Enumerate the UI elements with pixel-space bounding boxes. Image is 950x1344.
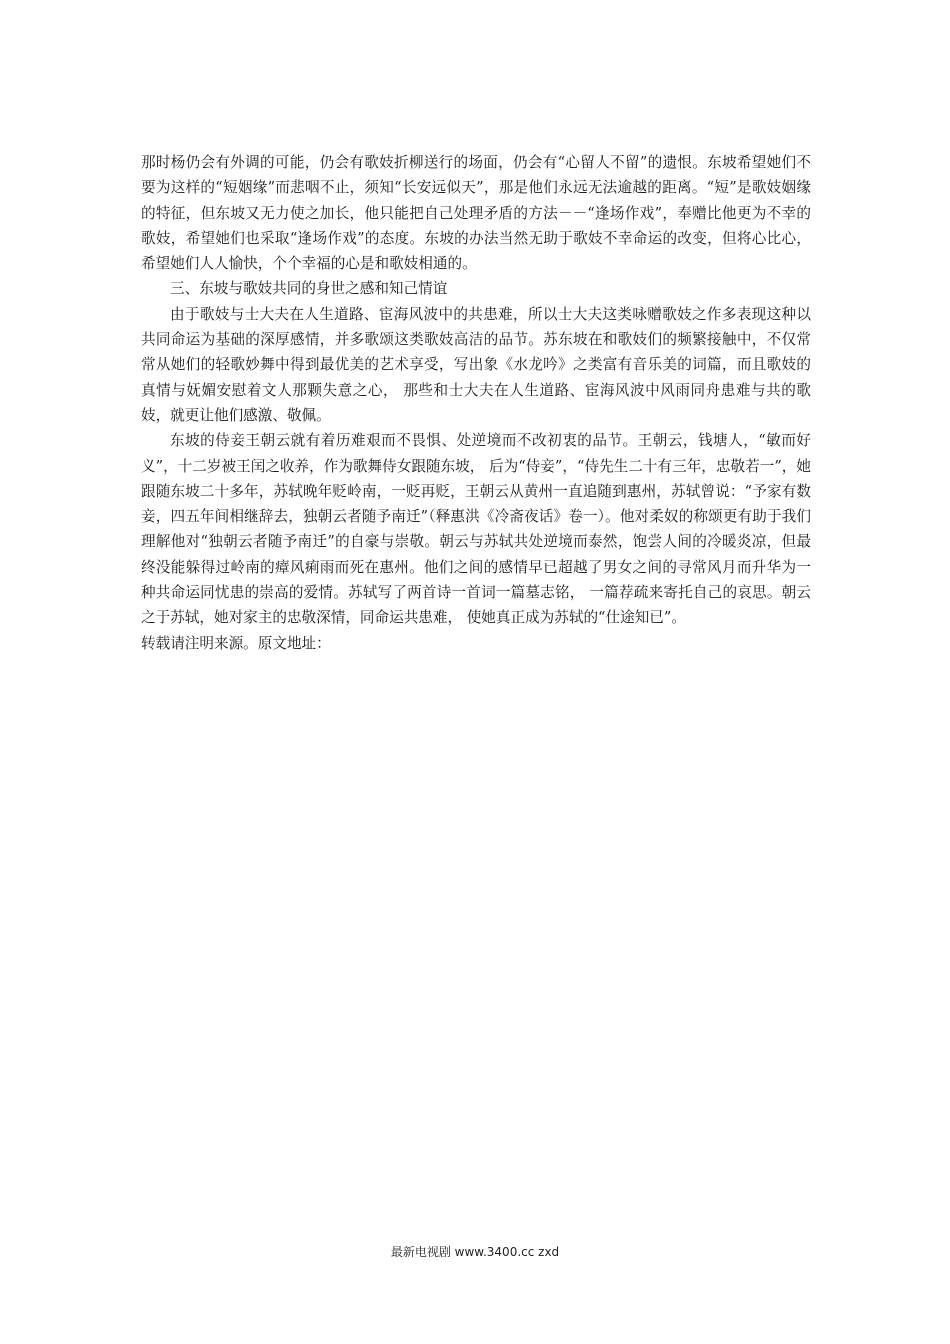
page-footer: 最新电视剧 www.3400.cc zxd xyxy=(390,1245,560,1259)
section-heading: 三、东坡与歌妓共同的身世之感和知己情谊 xyxy=(170,280,448,298)
paragraph-wang-chaoyun: 东坡的侍妾王朝云就有着历难艰而不畏惧、处逆境而不改初衷的品节。王朝云，钱塘人，“敏而好义”，十二岁被王闰之收养，作为歌舞侍女跟随东坡， 后为“侍妾”，“侍先生二十有三年，忠敬若一”，她跟随东坡二十多年，苏轼晚年贬岭南，一贬再贬，王朝云从黄州一直追随到惠州，苏轼曾说：“予家有数妾，四五年间相继辞去，独朝云者随予南迁”（释惠洪《冷斋夜话》卷一）。他对柔奴的称颂更有助于我们理解他对“独朝云者随予南迁”的自豪与崇敬。朝云与苏轼共处逆境而泰然，饱尝人间的冷暖炎凉，但最终没能躲得过岭南的瘴风痢雨而死在惠州。他们之间的感情早已超越了男女之间的寻常风月而升华为一种共命运同忧患的崇高的爱情。苏轼写了两首诗一首词一篇墓志铭， 一篇荐疏来寄托自己的哀思。朝云之于苏轼，她对家主的忠敬深情，同命运共患难， 使她真正成为苏轼的“仕途知已”。 xyxy=(141,432,811,627)
paragraph-continuation: 那时杨仍会有外调的可能，仍会有歌妓折柳送行的场面，仍会有“心留人不留”的遗恨。东坡希望她们不要为这样的“短姻缘”而悲咽不止，须知“长安远似天”，那是他们永远无法逾越的距离。“短”是歌妓姻缘的特征，但东坡又无力使之加长，他只能把自己处理矛盾的方法－－“逢场作戏”，奉赠比他更为不幸的歌妓，希望她们也采取“逢场作戏”的态度。东坡的办法当然无助于歌妓不幸命运的改变，但将心比心，希望她们人人愉快，个个幸福的心是和歌妓相通的。 xyxy=(141,154,811,273)
source-note: 转载请注明来源。原文地址： xyxy=(141,634,331,652)
document-body xyxy=(141,150,811,656)
paragraph-shared-fate: 由于歌妓与士大夫在人生道路、宦海风波中的共患难，所以士大夫这类咏赠歌妓之作多表现这种以共同命运为基础的深厚感情，并多歌颂这类歌妓高洁的品节。苏东坡在和歌妓们的频繁接触中，不仅常常从她们的轻歌妙舞中得到最优美的艺术享受，写出象《水龙吟》之类富有音乐美的词篇，而且歌妓的真情与妩媚安慰着文人那颗失意之心， 那些和士大夫在人生道路、宦海风波中风雨同舟患难与共的歌妓，就更让他们感激、敬佩。 xyxy=(141,305,811,424)
